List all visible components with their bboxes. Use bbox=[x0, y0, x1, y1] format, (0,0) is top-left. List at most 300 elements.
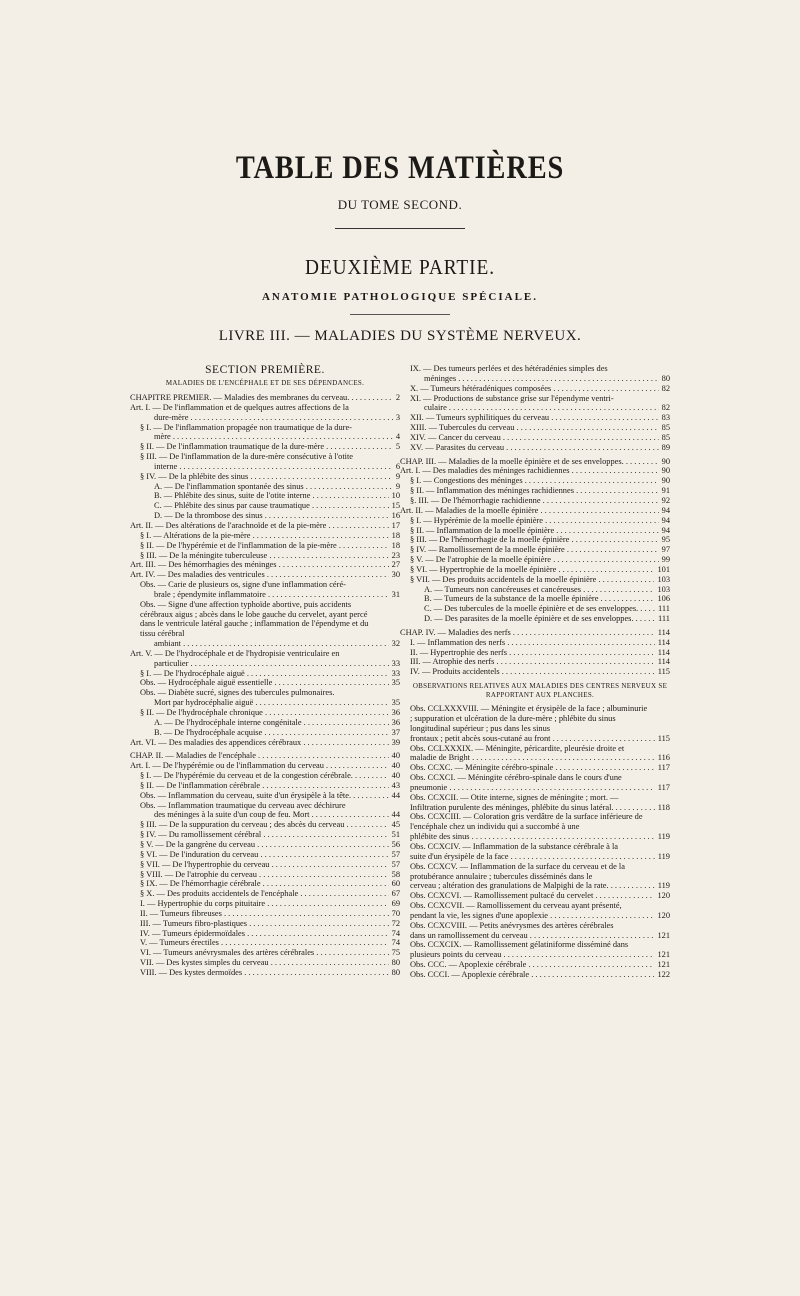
toc-page-number: 122 bbox=[654, 970, 670, 980]
toc-entry-text: Obs. — Inflammation du cerveau, suite d'un érysipèle à la tête. bbox=[140, 790, 352, 800]
toc-entry-text: § III. — De l'inflammation de la dure-mère consécutive à l'otite bbox=[140, 452, 354, 462]
toc-entry-text: Art. I. — De l'inflammation et de quelques autres affections de la bbox=[130, 402, 349, 412]
toc-entry bbox=[130, 600, 400, 639]
observations-heading: OBSERVATIONS RELATIVES AUX MALADIES DES CENTRES NERVEUX SE RAPPORTANT AUX PLANCHES. bbox=[412, 682, 668, 700]
toc-page-number: 82 bbox=[659, 403, 670, 413]
toc-entry-text: Mort par hydrocéphalie aiguë bbox=[154, 698, 254, 708]
toc-entry bbox=[400, 812, 670, 832]
page-title: TABLE DES MATIÈRES bbox=[235, 150, 565, 186]
toc-page-number: 57 bbox=[389, 860, 400, 870]
toc-entry-text: § II. — De l'inflammation cérébrale bbox=[140, 780, 261, 790]
toc-entry bbox=[130, 659, 400, 669]
toc-page-number: 31 bbox=[389, 590, 400, 600]
toc-entry bbox=[130, 870, 400, 880]
toc-entry-text: III. — Tumeurs fibro-plastiques bbox=[140, 918, 248, 928]
toc-entry bbox=[130, 899, 400, 909]
toc-entry-text: Obs. — Hydrocéphale aiguë essentielle bbox=[140, 678, 273, 688]
toc-entry bbox=[400, 881, 670, 891]
toc-entry-text: CHAPITRE PREMIER. — Maladies des membranes du cerveau. bbox=[130, 393, 350, 402]
part-heading: DEUXIÈME PARTIE. bbox=[305, 255, 495, 279]
toc-entry-text: IX. — Des tumeurs perlées et des hétéradénies simples des bbox=[410, 364, 608, 373]
toc-entry-text: IV. — Tumeurs épidermoïdales bbox=[140, 928, 245, 938]
toc-entry-text: § II. — De l'hydrocéphale chronique bbox=[140, 708, 263, 717]
toc-page-number: 44 bbox=[389, 810, 400, 820]
toc-entry bbox=[130, 751, 400, 761]
toc-entry-text: V. — Tumeurs érectiles bbox=[140, 938, 219, 948]
toc-page-number: 101 bbox=[654, 565, 670, 575]
toc-entry bbox=[400, 734, 670, 744]
toc-list-right bbox=[400, 364, 670, 677]
toc-page-number: 106 bbox=[654, 594, 670, 604]
toc-entry-text: § VI. — Hypertrophie de la moelle épinière bbox=[410, 564, 557, 574]
toc-entry bbox=[400, 793, 670, 803]
toc-entry-text: § III. — De la méningite tuberculeuse bbox=[140, 550, 268, 560]
toc-page-number: 94 bbox=[659, 506, 670, 516]
toc-entry-text: III. — Atrophie des nerfs bbox=[410, 657, 495, 667]
toc-entry bbox=[400, 443, 670, 453]
toc-entry bbox=[130, 521, 400, 531]
toc-entry-text: dure-mère bbox=[154, 412, 189, 422]
toc-page-number: 45 bbox=[389, 820, 400, 830]
toc-page-number: 85 bbox=[659, 423, 670, 433]
toc-entry-text: plusieurs points du cerveau bbox=[410, 950, 502, 960]
toc-entry-text: § II. — De l'hypérémie et de l'inflammation de la pie-mère bbox=[140, 540, 337, 550]
toc-entry bbox=[400, 433, 670, 443]
toc-entry bbox=[130, 403, 400, 413]
toc-entry-text: CHAP. III. — Maladies de la moelle épinière et de ses enveloppes. bbox=[400, 456, 624, 466]
toc-entry-text: § VIII. — De l'atrophie du cerveau bbox=[140, 869, 257, 879]
toc-entry-text: § V. — De l'atrophie de la moelle épinière bbox=[410, 555, 551, 565]
toc-entry-text: CHAP. IV. — Maladies des nerfs bbox=[400, 627, 511, 637]
toc-entry-text: § I. — Hypérémie de la moelle épinière bbox=[410, 515, 544, 525]
toc-entry-text: Obs. — Signe d'une affection typhoïde abortive, puis accidents cérébraux aigus ; abcès dans le lobe gauche du cervelet, ayant percé dans le ventricule latéral gauche ; inflammation de l'épendyme et du tissu cérébral bbox=[140, 599, 369, 639]
toc-entry bbox=[130, 678, 400, 688]
toc-entry bbox=[400, 413, 670, 423]
toc-entry bbox=[130, 649, 400, 659]
toc-entry bbox=[130, 423, 400, 433]
toc-page-number: 121 bbox=[654, 950, 670, 960]
toc-page-number: 116 bbox=[655, 753, 670, 763]
toc-entry bbox=[130, 590, 400, 600]
toc-entry bbox=[130, 413, 400, 423]
toc-page-number: 39 bbox=[389, 738, 400, 748]
toc-entry-text: interne bbox=[154, 461, 178, 471]
toc-entry bbox=[130, 919, 400, 929]
toc-page-number: 23 bbox=[389, 551, 400, 561]
toc-page-number: 119 bbox=[655, 881, 670, 891]
toc-entry bbox=[400, 803, 670, 813]
toc-page-number: 103 bbox=[654, 575, 670, 585]
toc-page-number: 10 bbox=[389, 491, 400, 501]
toc-entry bbox=[130, 909, 400, 919]
toc-page-number: 56 bbox=[389, 840, 400, 850]
toc-entry bbox=[400, 773, 670, 783]
toc-entry-text: particulier bbox=[154, 658, 189, 668]
toc-entry-text: XI. — Productions de substance grise sur l'épendyme ventri- bbox=[410, 393, 614, 403]
toc-entry-text: § IV. — Ramollissement de la moelle épinière bbox=[410, 545, 565, 555]
page-subtitle: DU TOME SECOND. bbox=[337, 197, 463, 212]
toc-entry-text: Obs. CCXCII. — Otite interne, signes de méningite ; mort. — bbox=[410, 792, 619, 802]
toc-entry bbox=[130, 551, 400, 561]
toc-entry bbox=[400, 940, 670, 950]
toc-entry bbox=[400, 862, 670, 882]
toc-entry bbox=[130, 958, 400, 968]
toc-page-number: 111 bbox=[655, 604, 670, 614]
toc-page-number: 36 bbox=[389, 708, 400, 718]
toc-page-number: 119 bbox=[655, 832, 670, 842]
toc-entry-text: § III. — De l'hémorrhagie de la moelle épinière bbox=[410, 535, 570, 545]
toc-entry bbox=[130, 781, 400, 791]
toc-entry bbox=[130, 929, 400, 939]
toc-entry-text: Obs. CCXCIX. — Ramollissement gélatiniforme disséminé dans bbox=[410, 940, 629, 950]
toc-entry bbox=[400, 842, 670, 852]
toc-entry bbox=[130, 860, 400, 870]
toc-page-number: 69 bbox=[389, 899, 400, 909]
toc-entry bbox=[400, 423, 670, 433]
toc-entry-text: §. III. — De l'hémorrhagie rachidienne bbox=[410, 495, 541, 505]
toc-entry-text: dans un ramollissement du cerveau bbox=[410, 930, 528, 940]
toc-entry-text: XIII. — Tubercules du cerveau bbox=[410, 423, 515, 433]
toc-page-number: 70 bbox=[389, 909, 400, 919]
toc-page-number: 121 bbox=[654, 931, 670, 941]
toc-entry bbox=[130, 442, 400, 452]
toc-entry-text: B. — De l'hydrocéphale acquise bbox=[154, 727, 263, 737]
toc-entry bbox=[130, 462, 400, 472]
toc-page-number: 74 bbox=[389, 929, 400, 939]
toc-entry-text: Obs. — Inflammation traumatique du cerveau avec déchirure bbox=[140, 800, 346, 810]
toc-entry bbox=[400, 565, 670, 575]
toc-entry bbox=[400, 384, 670, 394]
toc-entry bbox=[400, 614, 670, 624]
toc-entry-text: II. — Hypertrophie des nerfs bbox=[410, 647, 507, 657]
toc-page-number: 94 bbox=[659, 516, 670, 526]
toc-entry bbox=[400, 931, 670, 941]
toc-entry-text: CHAP. II. — Maladies de l'encéphale bbox=[130, 751, 256, 761]
toc-page-number: 30 bbox=[389, 570, 400, 580]
toc-entry-text: § II. — De l'inflammation traumatique de la dure-mère bbox=[140, 442, 325, 452]
toc-entry-text: Obs. CCXCIII. — Coloration gris verdâtre de la surface inférieure de l'encéphale chez un individu qui a succombé à une bbox=[410, 812, 643, 832]
section-subheading: MALADIES DE L'ENCÉPHALE ET DE SES DÉPENDANCES. bbox=[165, 379, 365, 387]
toc-entry bbox=[130, 728, 400, 738]
toc-page-number: 92 bbox=[659, 496, 670, 506]
toc-entry-text: § II. — Inflammation des méninges rachidiennes bbox=[410, 486, 574, 496]
divider bbox=[335, 228, 465, 229]
toc-entry-text: culaire bbox=[424, 403, 447, 413]
toc-entry-text: méninges bbox=[424, 373, 457, 383]
toc-entry bbox=[130, 791, 400, 801]
toc-page-number: 117 bbox=[655, 783, 670, 793]
toc-page-number: 97 bbox=[659, 545, 670, 555]
part-subheading: ANATOMIE PATHOLOGIQUE SPÉCIALE. bbox=[261, 291, 539, 303]
toc-page-number: 51 bbox=[389, 830, 400, 840]
toc-entry bbox=[400, 545, 670, 555]
toc-entry-text: brale ; épendymite inflammatoire bbox=[154, 589, 266, 599]
toc-entry bbox=[400, 466, 670, 476]
toc-page-number: 114 bbox=[655, 657, 670, 667]
toc-entry-text: § VI. — De l'induration du cerveau bbox=[140, 849, 259, 859]
toc-entry bbox=[130, 452, 400, 462]
toc-entry bbox=[130, 718, 400, 728]
toc-entry bbox=[400, 783, 670, 793]
toc-page-number: 43 bbox=[389, 781, 400, 791]
toc-page-number: 32 bbox=[389, 639, 400, 649]
toc-entry bbox=[400, 648, 670, 658]
toc-entry-text: frontaux ; petit abcès sous-cutané au front bbox=[410, 733, 551, 743]
toc-page-number: 58 bbox=[389, 870, 400, 880]
toc-entry bbox=[400, 628, 670, 638]
toc-entry bbox=[130, 580, 400, 590]
toc-entry-text: A. — De l'hydrocéphale interne congénitale bbox=[154, 717, 302, 727]
toc-entry bbox=[400, 585, 670, 595]
toc-entry bbox=[400, 901, 670, 911]
toc-entry bbox=[130, 948, 400, 958]
toc-page-number: 114 bbox=[655, 628, 670, 638]
toc-entry-text: Art. I. — Des maladies des méninges rachidiennes bbox=[400, 466, 570, 476]
toc-page-number: 2 bbox=[393, 393, 400, 403]
toc-entry bbox=[130, 669, 400, 679]
toc-page-number: 89 bbox=[659, 443, 670, 453]
toc-page-number: 95 bbox=[659, 535, 670, 545]
toc-entry-text: A. — De l'inflammation spontanée des sinus bbox=[154, 481, 304, 491]
toc-entry bbox=[130, 482, 400, 492]
toc-entry bbox=[130, 501, 400, 511]
toc-entry bbox=[400, 657, 670, 667]
toc-page-number: 72 bbox=[389, 919, 400, 929]
toc-page-number: 35 bbox=[389, 678, 400, 688]
toc-page-number: 121 bbox=[654, 960, 670, 970]
toc-page-number: 119 bbox=[655, 852, 670, 862]
toc-page-number: 44 bbox=[389, 791, 400, 801]
toc-entry-text: Obs. CCXCV. — Inflammation de la surface du cerveau et de la protubérance annulaire ; tubercules disséminés dans le bbox=[410, 861, 625, 881]
toc-page-number: 3 bbox=[393, 413, 400, 423]
toc-entry bbox=[130, 432, 400, 442]
toc-entry bbox=[400, 526, 670, 536]
toc-entry-text: Art. II. — Maladies de la moelle épinière bbox=[400, 505, 539, 515]
toc-left-column bbox=[130, 364, 400, 978]
toc-entry bbox=[400, 960, 670, 970]
toc-entry bbox=[130, 393, 400, 403]
toc-page-number: 6 bbox=[393, 462, 400, 472]
toc-entry-text: pendant la vie, les signes d'une apoplexie bbox=[410, 910, 549, 920]
toc-entry-text: D. — Des parasites de la moelle épinière et de ses enveloppes. bbox=[424, 614, 634, 624]
toc-entry-text: Art. V. — De l'hydrocéphale et de l'hydropisie ventriculaire en bbox=[130, 648, 340, 658]
toc-entry-text: Art. I. — De l'hypérémie ou de l'inflammation du cerveau bbox=[130, 761, 324, 771]
toc-page-number: 18 bbox=[389, 531, 400, 541]
toc-entry bbox=[400, 911, 670, 921]
toc-entry bbox=[400, 744, 670, 754]
toc-page-number: 67 bbox=[389, 889, 400, 899]
toc-entry-text: mère bbox=[154, 432, 171, 442]
toc-page-number: 40 bbox=[389, 761, 400, 771]
toc-page-number: 91 bbox=[659, 486, 670, 496]
toc-entry-text: Obs. CCXCIV. — Inflammation de la substance cérébrale à la bbox=[410, 841, 618, 851]
toc-entry bbox=[130, 761, 400, 771]
toc-page-number: 16 bbox=[389, 511, 400, 521]
toc-entry-text: § I. — Congestions des méninges bbox=[410, 476, 523, 486]
toc-entry bbox=[400, 496, 670, 506]
toc-entry-text: Obs. CCLXXXVIII. — Méningite et érysipèle de la face ; albuminurie ; suppuration et ulcération de la dure-mère ; phlébite du sinus longitudinal supérieur ; pus dans les sinus bbox=[410, 704, 648, 733]
toc-entry-text: A. — Tumeurs non cancéreuses et cancéreuses bbox=[424, 584, 581, 594]
toc-entry-text: § IX. — De l'hémorrhagie cérébrale bbox=[140, 879, 261, 889]
toc-right-column bbox=[400, 364, 670, 980]
toc-entry bbox=[130, 938, 400, 948]
toc-entry-text: suite d'un érysipèle de la face bbox=[410, 851, 509, 861]
toc-entry-text: Infiltration purulente des méninges, phlébite du sinus latéral. bbox=[410, 802, 614, 812]
toc-entry-text: phlébite des sinus bbox=[410, 832, 470, 842]
toc-page-number: 90 bbox=[659, 476, 670, 486]
toc-entry-text: Obs. CCXC. — Méningite cérébro-spinale bbox=[410, 763, 554, 773]
toc-entry-text: § I. — De l'inflammation propagée non traumatique de la dure- bbox=[140, 422, 352, 432]
toc-entry-text: C. — Phlébite des sinus par cause traumatique bbox=[154, 501, 310, 511]
toc-entry-text: B. — Tumeurs de la substance de la moelle épinière bbox=[424, 594, 599, 604]
toc-entry bbox=[400, 506, 670, 516]
toc-entry-text: Obs. CCC. — Apoplexie cérébrale bbox=[410, 960, 527, 970]
toc-entry-text: § VII. — Des produits accidentels de la moelle épinière bbox=[410, 574, 597, 584]
toc-page-number: 37 bbox=[389, 728, 400, 738]
toc-entry bbox=[400, 535, 670, 545]
toc-page-number: 60 bbox=[389, 879, 400, 889]
observations-list bbox=[400, 704, 670, 980]
toc-entry-text: § II. — Inflammation de la moelle épinière bbox=[410, 525, 555, 535]
toc-page-number: 85 bbox=[659, 433, 670, 443]
toc-page-number: 17 bbox=[389, 521, 400, 531]
toc-page-number: 80 bbox=[389, 968, 400, 978]
toc-entry-text: VII. — Des kystes simples du cerveau bbox=[140, 958, 269, 968]
toc-entry bbox=[130, 771, 400, 781]
toc-entry bbox=[130, 472, 400, 482]
toc-entry-text: § V. — De la gangrène du cerveau bbox=[140, 839, 256, 849]
toc-entry-text: Art. VI. — Des maladies des appendices cérébraux bbox=[130, 737, 302, 747]
toc-page-number: 120 bbox=[654, 891, 670, 901]
toc-entry bbox=[400, 516, 670, 526]
toc-page-number: 115 bbox=[655, 667, 670, 677]
toc-page-number: 114 bbox=[655, 648, 670, 658]
toc-entry bbox=[400, 457, 670, 467]
toc-entry-text: II. — Tumeurs fibreuses bbox=[140, 908, 222, 918]
toc-entry bbox=[400, 704, 670, 734]
toc-entry-text: VI. — Tumeurs anévrysmales des artères cérébrales bbox=[140, 948, 315, 958]
toc-entry bbox=[130, 639, 400, 649]
toc-entry bbox=[400, 476, 670, 486]
toc-entry bbox=[400, 921, 670, 931]
toc-page-number: 103 bbox=[654, 585, 670, 595]
toc-page-number: 33 bbox=[389, 659, 400, 669]
toc-entry bbox=[400, 891, 670, 901]
toc-entry bbox=[130, 879, 400, 889]
section-heading: SECTION PREMIÈRE. bbox=[205, 364, 325, 376]
toc-page-number: 27 bbox=[389, 560, 400, 570]
toc-page-number: 36 bbox=[389, 718, 400, 728]
toc-page-number: 115 bbox=[655, 734, 670, 744]
toc-entry-text: maladie de Bright bbox=[410, 753, 471, 763]
toc-entry bbox=[400, 555, 670, 565]
toc-page-number: 114 bbox=[655, 638, 670, 648]
toc-page-number: 80 bbox=[389, 958, 400, 968]
toc-entry bbox=[130, 801, 400, 811]
toc-entry-text: pneumonie bbox=[410, 782, 448, 792]
toc-page-number: 9 bbox=[393, 472, 400, 482]
toc-entry-text: X. — Tumeurs hétéradéniques composées bbox=[410, 383, 552, 393]
toc-entry-text: ambiant bbox=[154, 639, 181, 649]
toc-page-number: 4 bbox=[393, 432, 400, 442]
toc-entry bbox=[130, 531, 400, 541]
toc-entry-text: Obs. CCXCI. — Méningite cérébro-spinale dans le cours d'une bbox=[410, 773, 622, 783]
toc-entry bbox=[130, 889, 400, 899]
toc-page-number: 94 bbox=[659, 526, 670, 536]
toc-entry bbox=[400, 575, 670, 585]
toc-page-number: 80 bbox=[659, 374, 670, 384]
toc-page-number: 83 bbox=[659, 413, 670, 423]
toc-entry-text: Obs. CCXCVIII. — Petits anévrysmes des artères cérébrales bbox=[410, 920, 614, 930]
toc-list-left bbox=[130, 393, 400, 978]
toc-entry bbox=[400, 364, 670, 374]
toc-entry-text: IV. — Produits accidentels bbox=[410, 667, 500, 677]
toc-entry bbox=[130, 491, 400, 501]
toc-entry bbox=[130, 850, 400, 860]
toc-entry bbox=[130, 570, 400, 580]
toc-entry-text: Art. IV. — Des maladies des ventricules bbox=[130, 570, 265, 580]
toc-entry-text: XIV. — Cancer du cerveau bbox=[410, 432, 501, 442]
toc-entry bbox=[130, 688, 400, 698]
toc-page-number: 15 bbox=[389, 501, 400, 511]
toc-entry bbox=[400, 852, 670, 862]
toc-page-number: 57 bbox=[389, 850, 400, 860]
toc-entry-text: Obs. CCCI. — Apoplexie cérébrale bbox=[410, 969, 530, 979]
toc-entry-text: B. — Phlébite des sinus, suite de l'otite interne bbox=[154, 491, 311, 501]
toc-page-number: 5 bbox=[393, 442, 400, 452]
toc-page-number: 90 bbox=[659, 457, 670, 467]
toc-entry bbox=[130, 968, 400, 978]
toc-entry-text: § IV. — Du ramollissement cérébral bbox=[140, 830, 262, 840]
toc-entry bbox=[130, 541, 400, 551]
livre-heading: LIVRE III. — MALADIES DU SYSTÈME NERVEUX. bbox=[218, 328, 582, 344]
toc-entry-text: § VII. — De l'hypertrophie du cerveau bbox=[140, 859, 270, 869]
toc-entry bbox=[400, 832, 670, 842]
toc-page-number: 74 bbox=[389, 938, 400, 948]
toc-entry bbox=[130, 560, 400, 570]
toc-page-number: 82 bbox=[659, 384, 670, 394]
toc-entry bbox=[400, 950, 670, 960]
toc-entry bbox=[400, 486, 670, 496]
toc-entry-text: VIII. — Des kystes dermoïdes bbox=[140, 967, 243, 977]
toc-entry-text: § IV. — De la phlébite des sinus bbox=[140, 471, 249, 481]
toc-entry bbox=[400, 753, 670, 763]
toc-entry bbox=[400, 394, 670, 404]
toc-entry bbox=[400, 970, 670, 980]
toc-page-number: 40 bbox=[389, 751, 400, 761]
toc-entry-text: Obs. CCXCVI. — Ramollissement pultacé du cervelet bbox=[410, 891, 594, 901]
toc-entry-text: des méninges à la suite d'un coup de feu. Mort bbox=[154, 810, 310, 820]
toc-entry-text: C. — Des tubercules de la moelle épinière et de ses enveloppes. bbox=[424, 604, 639, 614]
toc-entry-text: I. — Hypertrophie du corps pituitaire bbox=[140, 899, 266, 909]
toc-entry-text: Art. II. — Des altérations de l'arachnoïde et de la pie-mère bbox=[130, 520, 327, 530]
toc-page-number: 18 bbox=[389, 541, 400, 551]
toc-page-number: 99 bbox=[659, 555, 670, 565]
toc-entry bbox=[130, 708, 400, 718]
toc-entry bbox=[400, 594, 670, 604]
toc-entry-text: § I. — Altérations de la pie-mère bbox=[140, 530, 251, 540]
toc-entry-text: § X. — Des produits accidentels de l'encéphale bbox=[140, 889, 299, 899]
toc-entry bbox=[400, 374, 670, 384]
toc-entry-text: I. — Inflammation des nerfs bbox=[410, 637, 506, 647]
toc-page-number: 90 bbox=[659, 466, 670, 476]
toc-entry bbox=[130, 738, 400, 748]
toc-entry-text: § III. — De la suppuration du cerveau ; des abcès du cerveau bbox=[140, 820, 345, 830]
toc-entry-text: § I. — De l'hypérémie du cerveau et de la congestion cérébrale. bbox=[140, 771, 353, 781]
toc-page-number: 120 bbox=[654, 911, 670, 921]
toc-entry-text: Obs. CCXCVII. — Ramollissement du cerveau ayant présenté, bbox=[410, 901, 622, 911]
toc-page-number: 35 bbox=[389, 698, 400, 708]
